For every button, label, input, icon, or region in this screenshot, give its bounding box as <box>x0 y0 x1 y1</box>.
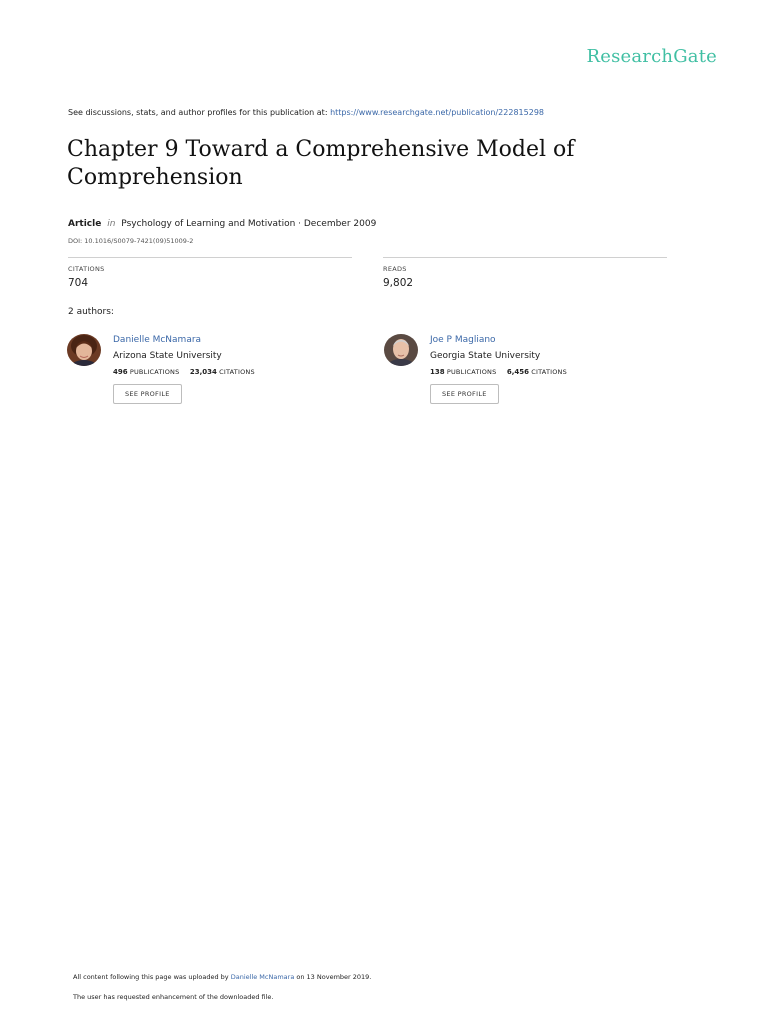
researchgate-logo[interactable]: ResearchGate <box>586 46 717 67</box>
journal-and-date: Psychology of Learning and Motivation · December 2009 <box>121 219 377 229</box>
publication-source-line <box>68 108 544 117</box>
citations-value: 704 <box>68 277 89 289</box>
author-name-link[interactable]: Danielle McNamara <box>113 335 202 345</box>
reads-value: 9,802 <box>383 277 414 289</box>
upload-suffix: on 13 November 2019. <box>294 973 372 981</box>
author-card <box>384 334 684 414</box>
reads-stat <box>383 257 667 289</box>
author-institution: Arizona State University <box>113 351 222 361</box>
avatar[interactable] <box>67 334 101 366</box>
see-discussions-text: See discussions, stats, and author profiles for this publication at: <box>68 108 331 117</box>
publication-type: Article <box>68 219 102 229</box>
avatar[interactable] <box>384 334 418 366</box>
avatar-photo-icon <box>384 334 418 366</box>
publication-doi: DOI: 10.1016/S0079-7421(09)51009-2 <box>68 237 194 245</box>
author-citations-label: CITATIONS <box>531 368 567 376</box>
publications-label: PUBLICATIONS <box>129 368 180 376</box>
author-card <box>67 334 367 414</box>
citations-stat <box>68 257 352 289</box>
author-info <box>113 334 255 404</box>
author-citations-count: 6,456 <box>506 368 530 376</box>
authors-count-label: 2 authors: <box>68 307 114 317</box>
publications-count: 138 <box>430 368 445 376</box>
author-info <box>430 334 567 404</box>
publication-title: Chapter 9 Toward a Comprehensive Model of Comprehension <box>67 137 575 190</box>
citations-label: CITATIONS <box>68 265 105 273</box>
upload-prefix: All content following this page was uploaded by <box>73 973 231 981</box>
author-citations-label: CITATIONS <box>219 368 255 376</box>
enhancement-request-notice: The user has requested enhancement of the downloaded file. <box>73 993 274 1001</box>
avatar-photo-icon <box>67 334 101 366</box>
publication-url-link[interactable]: https://www.researchgate.net/publication/222815298 <box>330 108 544 117</box>
uploader-link[interactable]: Danielle McNamara <box>230 973 295 981</box>
see-profile-button[interactable]: SEE PROFILE <box>430 384 499 404</box>
author-stats <box>430 368 567 376</box>
publications-label: PUBLICATIONS <box>446 368 497 376</box>
author-name-link[interactable]: Joe P Magliano <box>430 335 496 345</box>
author-citations-count: 23,034 <box>189 368 217 376</box>
publications-count: 496 <box>113 368 128 376</box>
see-profile-button[interactable]: SEE PROFILE <box>113 384 182 404</box>
reads-label: READS <box>383 265 407 273</box>
in-word: in <box>107 219 116 229</box>
publication-meta <box>68 219 376 229</box>
author-stats <box>113 368 255 376</box>
upload-notice <box>73 973 371 981</box>
author-institution: Georgia State University <box>430 351 541 361</box>
